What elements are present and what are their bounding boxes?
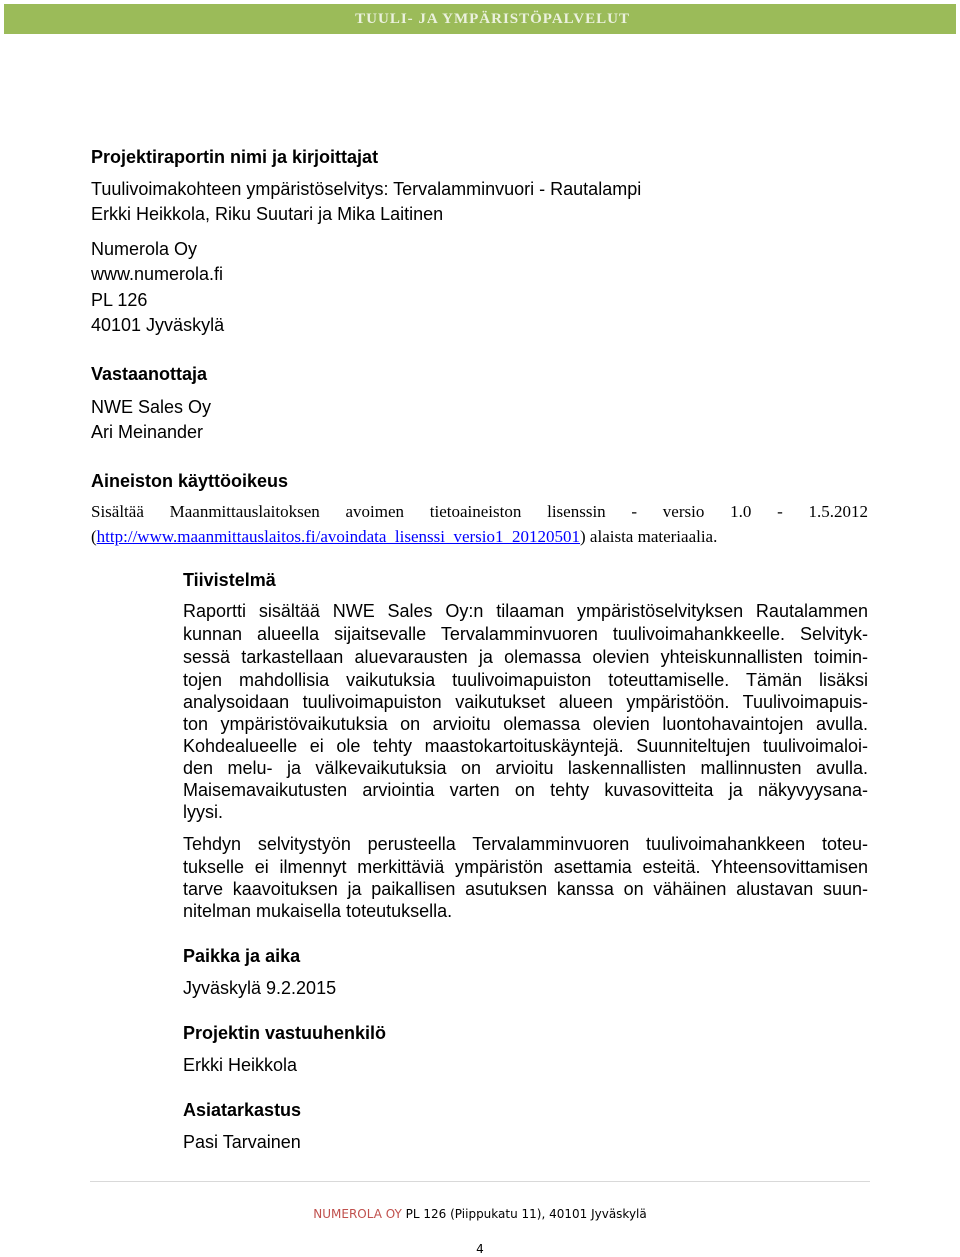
recipient-company: NWE Sales Oy [91,397,212,417]
abstract-p1-line: lyysi. [183,802,223,822]
footer-company: NUMEROLA OY [313,1207,402,1221]
place-time-heading: Paikka ja aika [183,946,301,966]
license-line1: Sisältää Maanmittauslaitoksen avoimen tietoaineiston lisenssin - versio 1.0 - 1.5.2012 [91,502,868,521]
abstract-p1-line: kunnan alueella sijaitsevalle Tervalamminvuoren tuulivoimahankkeelle. Selvityk- [183,624,868,644]
project-authors: Erkki Heikkola, Riku Suutari ja Mika Laitinen [91,204,444,224]
abstract-p2-line: Tehdyn selvitystyön perusteella Tervalamminvuoren tuulivoimahankkeen toteu- [183,834,868,854]
license-suffix: ) alaista materiaalia. [580,527,718,546]
project-website: www.numerola.fi [91,264,224,284]
project-po-box: PL 126 [91,290,148,310]
project-heading: Projektiraportin nimi ja kirjoittajat [91,147,379,167]
abstract-p1-line: analysoidaan tuulivoimapuiston vaikutukset alueen ympäristöön. Tuulivoimapuis- [183,692,868,712]
header-bar [4,4,956,34]
license-line2 [91,526,717,548]
abstract-p1-line: Kohdealueelle ei ole tehty maastokartoituskäyntejä. Suunniteltujen tuulivoimaloi- [183,736,868,756]
responsible-value: Erkki Heikkola [183,1055,298,1075]
license-heading: Aineiston käyttöoikeus [91,471,289,491]
abstract-p1-line: den melu- ja välkevaikutuksia on arvioitu laskennallisten mallinnusten avulla. [183,758,868,778]
inspection-value: Pasi Tarvainen [183,1132,301,1152]
abstract-p1-line: sessä tarkastellaan aluevarausten ja olemassa olevien yhteiskunnallisten toimin- [183,647,868,667]
footer-divider [90,1181,870,1182]
project-city: 40101 Jyväskylä [91,315,225,335]
abstract-p1-line: tojen mahdollisia vaikutuksia tuulivoimapuiston toteuttamiselle. Tämän lisäksi [183,670,868,690]
responsible-heading: Projektin vastuuhenkilö [183,1023,387,1043]
abstract-p1-line: Raportti sisältää NWE Sales Oy:n tilaaman ympäristöselvityksen Rautalammen [183,601,868,621]
abstract-p2-line: tarve kaavoituksen ja paikallisen asutuksen kanssa on vähäinen alustavan suun- [183,879,868,899]
abstract-p2-line: nitelman mukaisella toteutuksella. [183,901,453,921]
footer-address: PL 126 (Piippukatu 11), 40101 Jyväskylä [401,1207,647,1221]
inspection-heading: Asiatarkastus [183,1100,302,1120]
license-paren: ( [91,527,97,546]
project-company: Numerola Oy [91,239,198,259]
recipient-person: Ari Meinander [91,422,204,442]
place-time-value: Jyväskylä 9.2.2015 [183,978,337,998]
recipient-heading: Vastaanottaja [91,364,208,384]
abstract-p2-line: tukselle ei ilmennyt merkittäviä ympäristön asettamia esteitä. Yhteensovittamisen [183,857,868,877]
page-number: 4 [476,1242,484,1256]
abstract-p1-line: Maisemavaikutusten arviointia varten on tehty kuvasovitteita ja näkyvyysana- [183,780,868,800]
abstract-p1-line: ton ympäristövaikutuksia on arvioitu olemassa olevien luontohavaintojen avulla. [183,714,868,734]
header-title: TUULI- JA YMPÄRISTÖPALVELUT [355,11,630,27]
project-title: Tuulivoimakohteen ympäristöselvitys: Tervalamminvuori - Rautalampi [91,179,642,199]
license-link[interactable]: http://www.maanmittauslaitos.fi/avoindata_lisenssi_versio1_20120501 [96,527,581,546]
footer [0,1207,960,1221]
abstract-heading: Tiivistelmä [183,570,276,590]
